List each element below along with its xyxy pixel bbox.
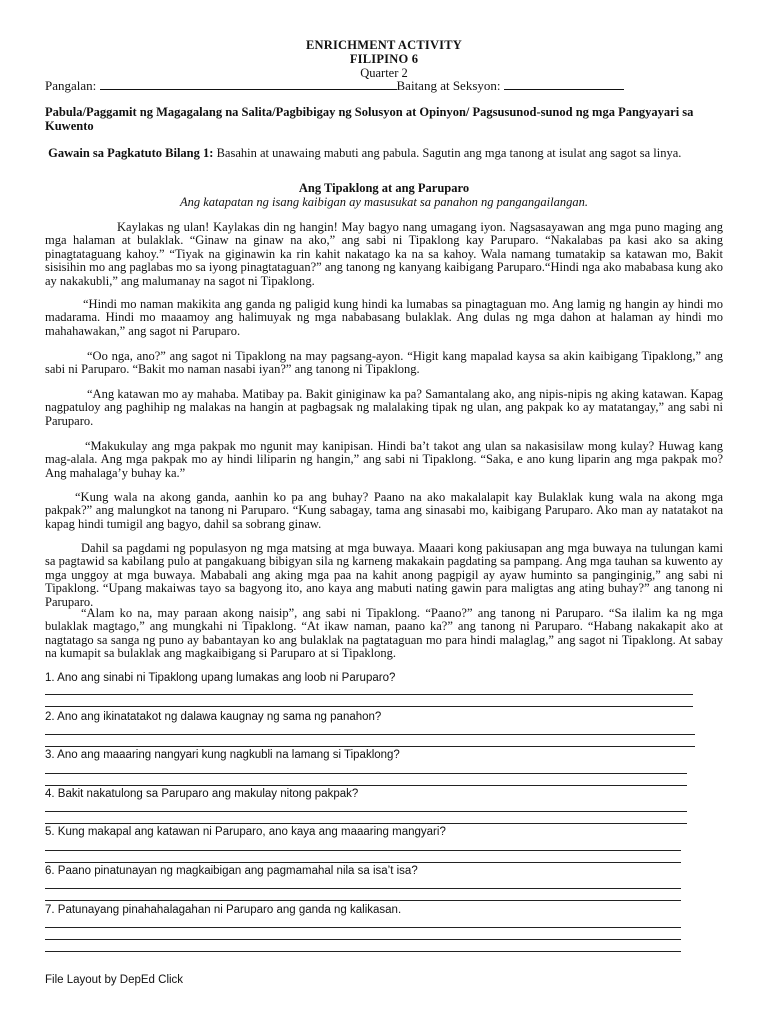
question-5: 5. Kung makapal ang katawan ni Paruparo, ano kaya ang maaaring mangyari? (45, 826, 446, 838)
quarter-label: Quarter 2 (360, 66, 408, 80)
question-7: 7. Patunayang pinahahalagahan ni Paruparo ang ganda ng kalikasan. (45, 904, 402, 916)
answer-line[interactable] (45, 850, 681, 851)
story-paragraph: “Ang katawan mo ay mahaba. Matibay pa. Bakit giniginaw ka pa? Samantalang ako, ang nipis-nipis ng aking katawan. Kapag nagpatuloy ang paghihip ng malakas na hangin at pagbagsak ng malalaking tipak ng ulan, ang pakpak ko ay matatangay,” ang sabi ni Paruparo. (45, 387, 723, 428)
story-paragraph: “Makukulay ang mga pakpak mo ngunit may kanipisan. Hindi ba’t takot ang ulan sa nakasisilaw mong kulay? Huwag kang mag-alala. Ang mga pakpak mo ay hindi liliparin ng hangin,” ang sabi ni Tipaklong. “Saka, e ano kung liparin ang mga pakpak mo? Ang mahalaga’y buhay ka.” (45, 439, 723, 480)
answer-line[interactable] (45, 694, 693, 695)
question-6: 6. Paano pinatunayan ng magkaibigan ang pagmamahal nila sa isa’t isa? (45, 865, 418, 877)
subject-title: FILIPINO 6 (349, 52, 419, 66)
story-paragraph: Dahil sa pagdami ng populasyon ng mga matsing at mga buwaya. Maaari kong pakiusapan ang mga buwaya na tulungan kami sa pagtawid sa kabilang pulo at pangakuang bibigyan sila ng karneng makakain pagdating sa pampang. Ang mga tauhan sa kuwento ay mga unggoy at mga buwaya. Mababali ang aking mga paa na kahit anong pagpigil ay ayaw huminto sa panginginig,” ang sabi ni Tipaklong. “Upang makaiwas tayo sa bagyong ito, ano kaya ang mabuti nating gawin para maligtas ang ating buhay?” ang tanong ni Paruparo. (45, 541, 723, 609)
answer-line[interactable] (45, 862, 681, 863)
lesson-topic: Pabula/Paggamit ng Magagalang na Salita/Pagbibigay ng Solusyon at Opinyon/ Pagsusunod-sunod ng mga Pangyayari sa Kuwento (45, 105, 694, 133)
answer-line[interactable] (45, 706, 693, 707)
answer-line[interactable] (45, 811, 687, 812)
section-blank[interactable] (504, 78, 624, 90)
story-paragraph: “Hindi mo naman makikita ang ganda ng paligid kung hindi ka lumabas sa pinagtaguan mo. Ang lamig ng hangin ay hindi mo madarama. Hindi mo maaamoy ang halimuyak ng mga nababasang bulaklak. Ang dulas ng mga dahon at halaman ay hindi mo mahahawakan,” ang sagot ni Paruparo. (45, 297, 723, 338)
question-2: 2. Ano ang ikinatatakot ng dalawa kaugnay ng sama ng panahon? (45, 711, 382, 723)
answer-line[interactable] (45, 773, 687, 774)
story-paragraph: “Oo nga, ano?” ang sagot ni Tipaklong na may pagsang-ayon. “Higit kang mapalad kaysa sa akin kaibigang Tipaklong,” ang sabi ni Paruparo. “Bakit mo naman nasabi iyan?” ang tanong ni Tipaklong. (45, 349, 723, 377)
activity-label: Gawain sa Pagkatuto Bilang 1: (48, 146, 214, 160)
question-4: 4. Bakit nakatulong sa Paruparo ang makulay nitong pakpak? (45, 788, 359, 800)
answer-line[interactable] (45, 888, 681, 889)
story-paragraph: “Kung wala na akong ganda, aanhin ko pa ang buhay? Paano na ako makalalapit kay Bulaklak kung wala na akong mga pakpak?” ang malungkot na tanong ni Paruparo. “Kung sabagay, tama ang sinasabi mo, kaibigang Paruparo. Ako man ay natatakot na kapag hindi tumigil ang bagyo, dahil sa sobrang ginaw. (45, 490, 723, 531)
answer-line[interactable] (45, 785, 687, 786)
answer-line[interactable] (45, 951, 681, 952)
story-paragraph: “Alam ko na, may paraan akong naisip”, ang sabi ni Tipaklong. “Paano?” ang tanong ni Paruparo. “Sa ilalim ka ng mga bulaklak magtago,” ang mungkahi ni Tipaklong. “At ikaw naman, paano ka?” ang tanong ni Paruparo. “Habang nakakapit ako at nagtatago sa sanga ng puno ay babantayan ko ang bulaklak na pagtataguan mo para hindi malaglag,” ang sagot ni Tipaklong. At sabay na kumapit sa bulaklak ang magkaibigang si Paruparo at si Tipaklong. (45, 606, 723, 661)
story-title: Ang Tipaklong at ang Paruparo (298, 181, 470, 195)
answer-line[interactable] (45, 746, 695, 747)
answer-line[interactable] (45, 939, 681, 940)
answer-line[interactable] (45, 900, 681, 901)
question-3: 3. Ano ang maaaring nangyari kung nagkubli na lamang si Tipaklong? (45, 749, 400, 761)
story-moral: Ang katapatan ng isang kaibigan ay masusukat sa panahon ng pangangailangan. (180, 195, 588, 209)
answer-line[interactable] (45, 823, 687, 824)
activity-text: Basahin at unawaing mabuti ang pabula. Sagutin ang mga tanong at isulat ang sagot sa linya. (213, 146, 682, 160)
answer-line[interactable] (45, 734, 695, 735)
story-paragraph: Kaylakas ng ulan! Kaylakas din ng hangin! May bagyo nang umagang iyon. Nagsasayawan ang mga puno maging ang mga halaman at bulaklak. “Ginaw na ginaw na ako,” ang sabi ni Tipaklong kay Paruparo. “Nakalabas pa kasi ako sa aking pinagtataguang kahoy.” “Tiyak na giginawin ka rin kahit nakatago ka na sa kahoy. Wala namang tumatakip sa katawan mo, Bakit sisisihin mo ang paglabas mo sa iyong pinagtataguan?” ang tanong ng kanyang kaibigang Paruparo.“Hindi nga ako mababasa kung ako ay nakakubli,” ang malumanay na sagot ni Tipaklong. (45, 220, 723, 288)
name-blank[interactable] (100, 78, 397, 90)
worksheet-title: ENRICHMENT ACTIVITY (305, 38, 463, 52)
footer-credit: File Layout by DepEd Click (45, 974, 184, 986)
name-section-line (45, 78, 624, 94)
name-label: Pangalan: (45, 78, 97, 93)
question-1: 1. Ano ang sinabi ni Tipaklong upang lumakas ang loob ni Paruparo? (45, 672, 396, 684)
section-label: Baitang at Seksyon: (396, 78, 501, 93)
activity-instruction (45, 146, 725, 160)
answer-line[interactable] (45, 927, 681, 928)
